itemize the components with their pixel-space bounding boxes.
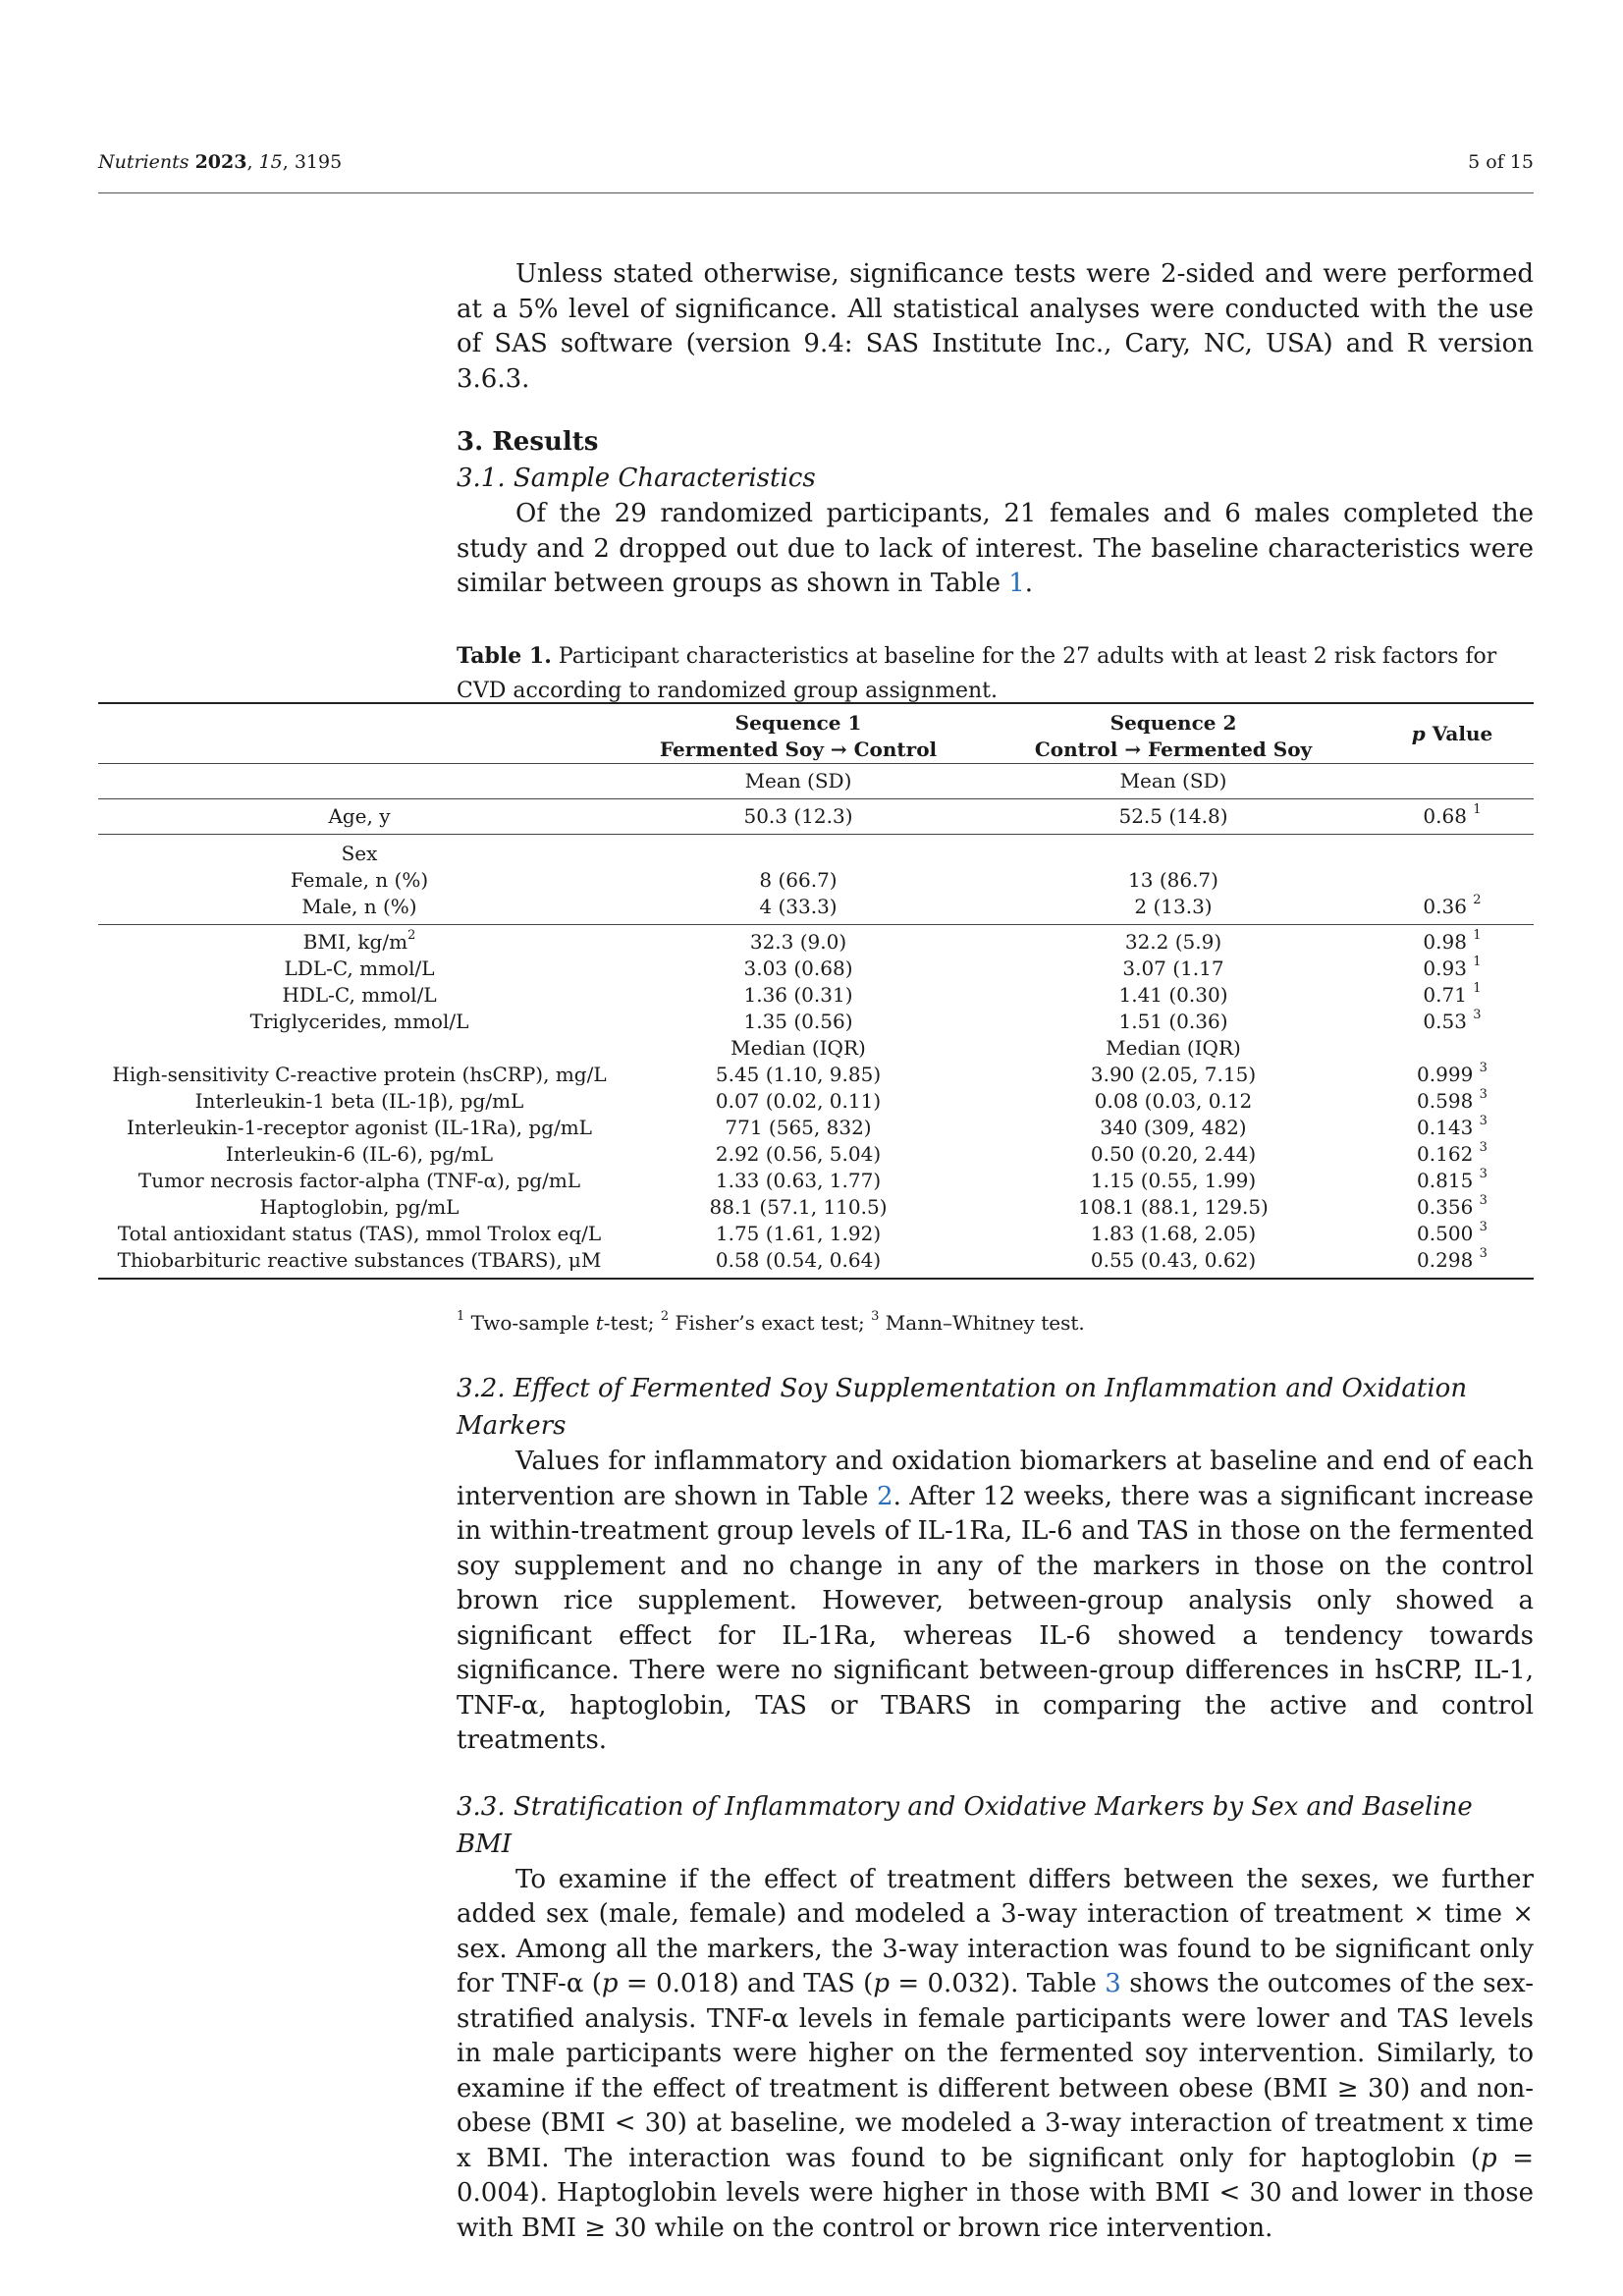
table-row: High-sensitivity C-reactive protein (hsCRP), mg/L 5.45 (1.10, 9.85) 3.90 (2.05, 7.15) 0.999 $^3$ — [112, 1061, 1488, 1086]
table-row: Interleukin-1 beta (IL-1β), pg/mL 0.07 (0.02, 0.11) 0.08 (0.03, 0.12 0.598 $^3$ — [194, 1087, 1488, 1113]
table-row-triglycerides: Triglycerides, mmol/L 1.35 (0.56) 1.51 (0.36) 0.53 $^3$ — [249, 1008, 1482, 1033]
stats-paragraph: Unless stated otherwise, significance tests were 2-sided and were performed at a 5% level of significance. All statistical analyses were conducted with the use of SAS software (version 9.4: SAS Institute Inc., Cary, NC, USA) and R version 3.6.3. — [457, 259, 1534, 394]
subsection-3-3-heading: 3.3. Stratification of Inflammatory and Oxidative Markers by Sex and Baseline BMI — [457, 1791, 1473, 1859]
sequence-1-header: Sequence 1 Fermented Soy → Control — [659, 711, 938, 761]
table-footnote: $^1$ Two-sample t-test; $^2$ Fisher’s exact test; $^3$ Mann–Whitney test. — [457, 1309, 1085, 1335]
sequence-2-header: Sequence 2 Control → Fermented Soy — [1034, 711, 1313, 761]
table-row: Interleukin-1-receptor agonist (IL-1Ra), pg/mL 771 (565, 832) 340 (309, 482) 0.143 $^3$ — [127, 1114, 1488, 1139]
table-1-link[interactable]: 1 — [1008, 569, 1025, 598]
table-row: Tumor necrosis factor-alpha (TNF-α), pg/mL 1.33 (0.63, 1.77) 1.15 (0.55, 1.99) 0.815 $^3$ — [137, 1167, 1488, 1192]
table-row: Thiobarbituric reactive substances (TBARS), μM 0.58 (0.54, 0.64) 0.55 (0.43, 0.62) 0.298 $^3$ — [98, 1247, 1534, 1279]
median-stat-row: Median (IQR) Median (IQR) — [730, 1036, 1241, 1060]
table-row-male: Male, n (%) 4 (33.3) 2 (13.3) 0.36 $^2$ — [301, 893, 1482, 918]
table-row-female: Female, n (%) 8 (66.7) 13 (86.7) — [290, 868, 1218, 892]
table-row: Interleukin-6 (IL-6), pg/mL 2.92 (0.56, 5.04) 0.50 (0.20, 2.44) 0.162 $^3$ — [225, 1140, 1488, 1166]
table-row-sex: Sex — [98, 835, 1534, 868]
results-heading: 3. Results — [457, 427, 599, 457]
journal-citation: Nutrients 2023, 15, 3195 — [98, 151, 343, 173]
page-number: 5 of 15 — [1468, 151, 1534, 173]
stat-row: Mean (SD) Mean (SD) — [98, 764, 1534, 799]
upper-body-text — [457, 257, 1534, 708]
running-header — [98, 149, 1534, 193]
stratification-paragraph: To examine if the effect of treatment differs between the sexes, we further added sex (male, female) and modeled a 3-way interaction of treatment × time × sex. Among all the markers, the 3-way interaction was found to be significant only for TNF-α (p = 0.018) and TAS (p = 0.032). Table 3 shows the outcomes of the sex-stratified analysis. TNF-α levels in female participants were lower and TAS levels in male participants were higher on the fermented soy intervention. Similarly, to examine if the effect of treatment is different between obese (BMI ≥ 30) and non-obese (BMI < 30) at baseline, we modeled a 3-way interaction of treatment x time x BMI. The interaction was found to be significant only for haptoglobin (p = 0.004). Haptoglobin levels were higher in those with BMI < 30 and lower in those with BMI ≥ 30 while on the control or brown rice intervention. — [457, 1864, 1535, 2243]
effect-paragraph: Values for inflammatory and oxidation biomarkers at baseline and end of each intervention are shown in Table 2. After 12 weeks, there was a significant increase in within-treatment group levels of IL-1Ra, IL-6 and TAS in those on the fermented soy supplement and no change in any of the markers in those on the control brown rice supplement. However, between-group analysis only showed a significant effect for IL-1Ra, whereas IL-6 showed a tendency towards significance. There were no significant between-group differences in hsCRP, IL-1, TNF-α, haptoglobin, TAS or TBARS in comparing the active and control treatments. — [457, 1447, 1534, 1755]
table-caption: Table 1. Participant characteristics at baseline for the 27 adults with at least 2 risk factors for CVD according to randomized group assignment. — [457, 642, 1497, 703]
table-row: Haptoglobin, pg/mL 88.1 (57.1, 110.5) 108.1 (88.1, 129.5) 0.356 $^3$ — [259, 1193, 1488, 1219]
table-2-link[interactable]: 2 — [877, 1481, 893, 1511]
table-row-hdl: HDL-C, mmol/L 1.36 (0.31) 1.41 (0.30) 0.71 $^1$ — [282, 981, 1482, 1007]
table-row-ldl: LDL-C, mmol/L 3.03 (0.68) 3.07 (1.17 0.93 $^1$ — [284, 955, 1482, 980]
subsection-3-1-heading: 3.1. Sample Characteristics — [457, 464, 816, 493]
table-3-link[interactable]: 3 — [1105, 1969, 1121, 1998]
table-row-age: Age, y 50.3 (12.3) 52.5 (14.8) 0.68 $^1$ — [98, 799, 1534, 835]
table-row: Total antioxidant status (TAS), mmol Trolox eq/L 1.75 (1.61, 1.92) 1.83 (1.68, 2.05) 0.500 $^3$ — [117, 1220, 1488, 1245]
baseline-characteristics-table — [98, 702, 1534, 1280]
table-row-bmi: BMI, $kg/m^2$ 32.3 (9.0) 32.2 (5.9) 0.98 $^1$ — [98, 925, 1534, 957]
sample-characteristics-paragraph: Of the 29 randomized participants, 21 females and 6 males completed the study and 2 dropped out due to lack of interest. The baseline characteristics were similar between groups as shown in Table 1. — [457, 499, 1534, 598]
subsection-3-2-heading: 3.2. Effect of Fermented Soy Supplementation on Inflammation and Oxidation Markers — [457, 1374, 1468, 1441]
lower-body-text — [457, 1370, 1534, 2246]
table-header-row — [98, 703, 1534, 764]
p-value-header: p Value — [1411, 721, 1493, 745]
